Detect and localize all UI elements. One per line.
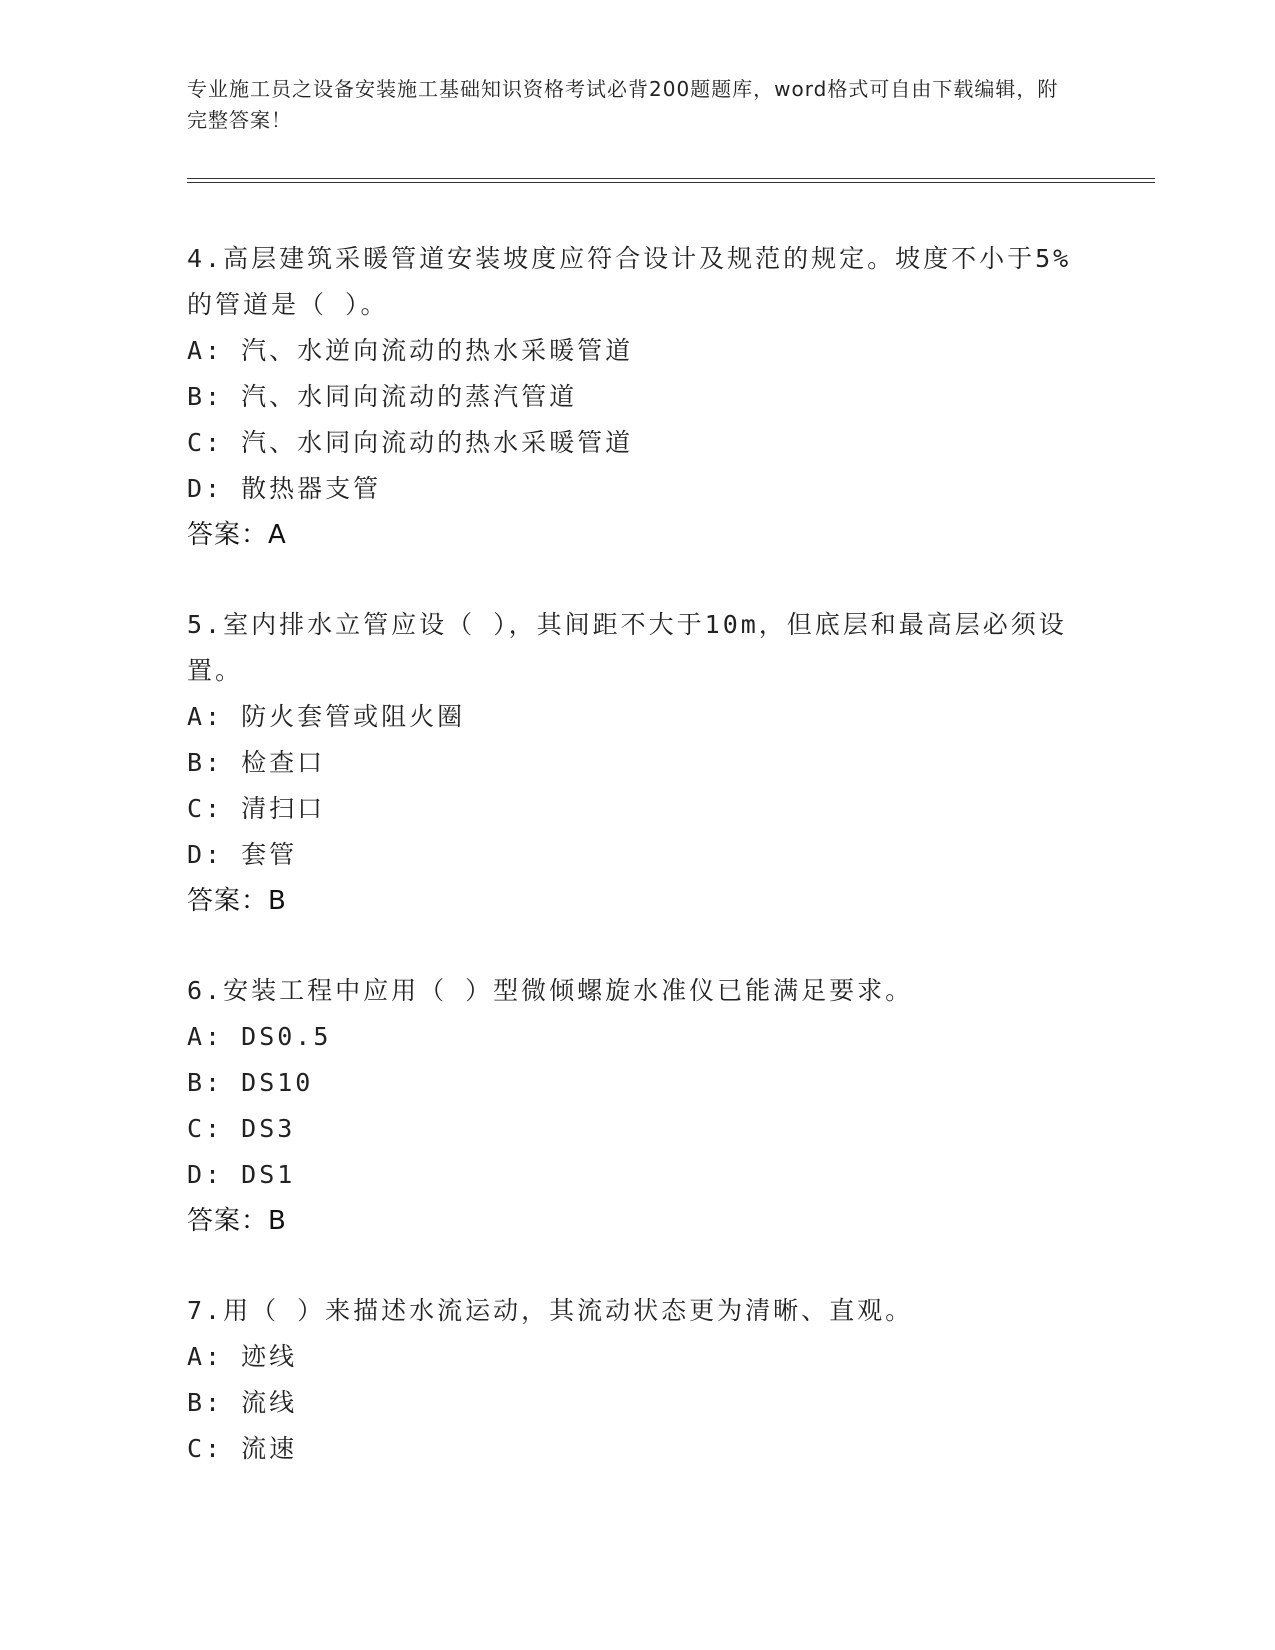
question-stem: 7.用（ ）来描述水流运动，其流动状态更为清晰、直观。 — [187, 1296, 914, 1325]
option-c: C: 流速 — [187, 1434, 298, 1463]
option-a: A: 防火套管或阻火圈 — [187, 702, 466, 731]
option-a: A: 迹线 — [187, 1342, 298, 1371]
option-c: C: 清扫口 — [187, 794, 326, 823]
question-item — [187, 1288, 1087, 1472]
question-item — [187, 602, 1087, 924]
document-header: 专业施工员之设备安装施工基础知识资格考试必背200题题库，word格式可自由下载编辑，附完整答案！ — [187, 77, 1059, 132]
option-c: C: 汽、水同向流动的热水采暖管道 — [187, 428, 634, 457]
question-list — [187, 236, 1087, 1516]
option-d: D: DS1 — [187, 1160, 296, 1189]
question-item — [187, 236, 1087, 558]
question-stem: 5.室内排水立管应设（ ），其间距不大于10m，但底层和最高层必须设置。 — [187, 610, 1067, 685]
option-b: B: 汽、水同向流动的蒸汽管道 — [187, 382, 578, 411]
option-a: A: DS0.5 — [187, 1022, 332, 1051]
option-b: B: 检查口 — [187, 748, 326, 777]
question-stem: 6.安装工程中应用（ ）型微倾螺旋水准仪已能满足要求。 — [187, 976, 914, 1005]
option-c: C: DS3 — [187, 1114, 296, 1143]
option-b: B: 流线 — [187, 1388, 298, 1417]
option-d: D: 散热器支管 — [187, 474, 382, 503]
answer-label: 答案：A — [187, 520, 287, 550]
question-item — [187, 968, 1087, 1244]
option-d: D: 套管 — [187, 840, 298, 869]
answer-label: 答案：B — [187, 1206, 287, 1236]
header-divider — [187, 178, 1155, 183]
option-a: A: 汽、水逆向流动的热水采暖管道 — [187, 336, 634, 365]
option-b: B: DS10 — [187, 1068, 314, 1097]
answer-label: 答案：B — [187, 886, 287, 916]
question-stem: 4.高层建筑采暖管道安装坡度应符合设计及规范的规定。坡度不小于5%的管道是（ ）。 — [187, 244, 1072, 319]
